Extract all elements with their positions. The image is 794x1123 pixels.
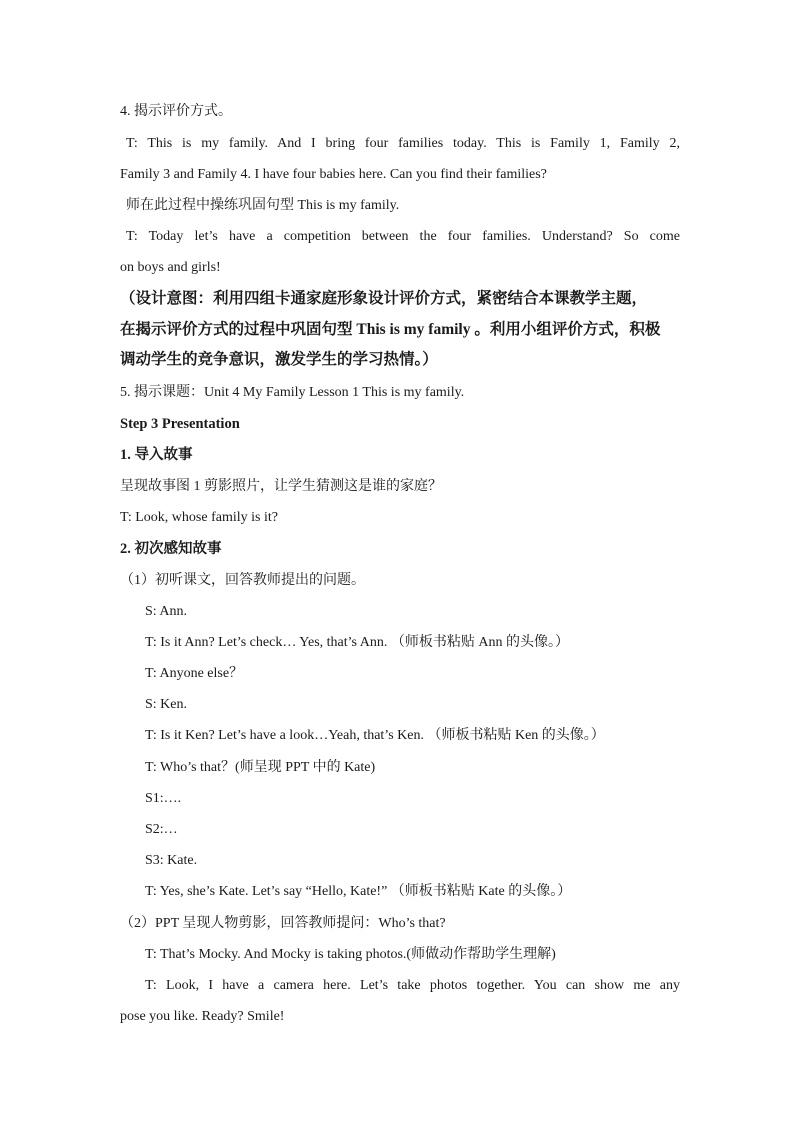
teacher-line-cont: Family 3 and Family 4. I have four babies here. Can you find their families? (120, 167, 547, 182)
item-5-heading: 5. 揭示课题：Unit 4 My Family Lesson 1 This is my family. (120, 385, 465, 400)
sub-heading: （1）初听课文，回答教师提出的问题。 (120, 573, 365, 588)
teacher-line: T: Today let’s have a competition between the four families. Understand? So come (126, 229, 680, 244)
student-line: S: Ann. (145, 604, 188, 619)
section-heading: 1. 导入故事 (120, 447, 193, 463)
teacher-line: T: Look, whose family is it? (120, 510, 278, 525)
section-heading: 2. 初次感知故事 (120, 541, 222, 557)
paragraph: 呈现故事图 1 剪影照片，让学生猜测这是谁的家庭？ (120, 479, 442, 494)
teacher-line: T: Anyone else？ (145, 666, 244, 681)
student-line: S1:…. (145, 791, 182, 806)
step-heading: Step 3 Presentation (120, 416, 240, 432)
teacher-line: T: Who’s that？(师呈现 PPT 中的 Kate) (145, 760, 376, 775)
teacher-line-cont: pose you like. Ready? Smile! (120, 1009, 285, 1024)
teacher-line-cont: on boys and girls! (120, 260, 221, 275)
teacher-line: T: Is it Ken? Let’s have a look…Yeah, that’s Ken. （师板书粘贴 Ken 的头像。） (145, 728, 605, 743)
design-intent: 在揭示评价方式的过程中巩固句型 This is my family 。利用小组评价方式，积极 (120, 321, 661, 338)
sub-heading: （2）PPT 呈现人物剪影，回答教师提问：Who’s that? (120, 916, 446, 931)
teacher-line: T: This is my family. And I bring four families today. This is Family 1, Family 2, (126, 136, 680, 151)
student-line: S2:… (145, 822, 178, 837)
item-4-heading: 4. 揭示评价方式。 (120, 104, 232, 119)
student-line: S3: Kate. (145, 853, 198, 868)
teacher-line: T: Look, I have a camera here. Let’s take photos together. You can show me any (145, 978, 680, 993)
teacher-line: T: Is it Ann? Let’s check… Yes, that’s Ann. （师板书粘贴 Ann 的头像。） (145, 635, 569, 650)
design-intent: （设计意图：利用四组卡通家庭形象设计评价方式，紧密结合本课教学主题， (120, 290, 648, 307)
teacher-line: T: That’s Mocky. And Mocky is taking photos.(师做动作帮助学生理解) (145, 947, 556, 962)
design-intent: 调动学生的竞争意识，激发学生的学习热情。） (120, 351, 438, 368)
teacher-note: 师在此过程中操练巩固句型 This is my family. (126, 198, 400, 213)
student-line: S: Ken. (145, 697, 187, 712)
teacher-line: T: Yes, she’s Kate. Let’s say “Hello, Kate!” （师板书粘贴 Kate 的头像。） (145, 884, 572, 899)
